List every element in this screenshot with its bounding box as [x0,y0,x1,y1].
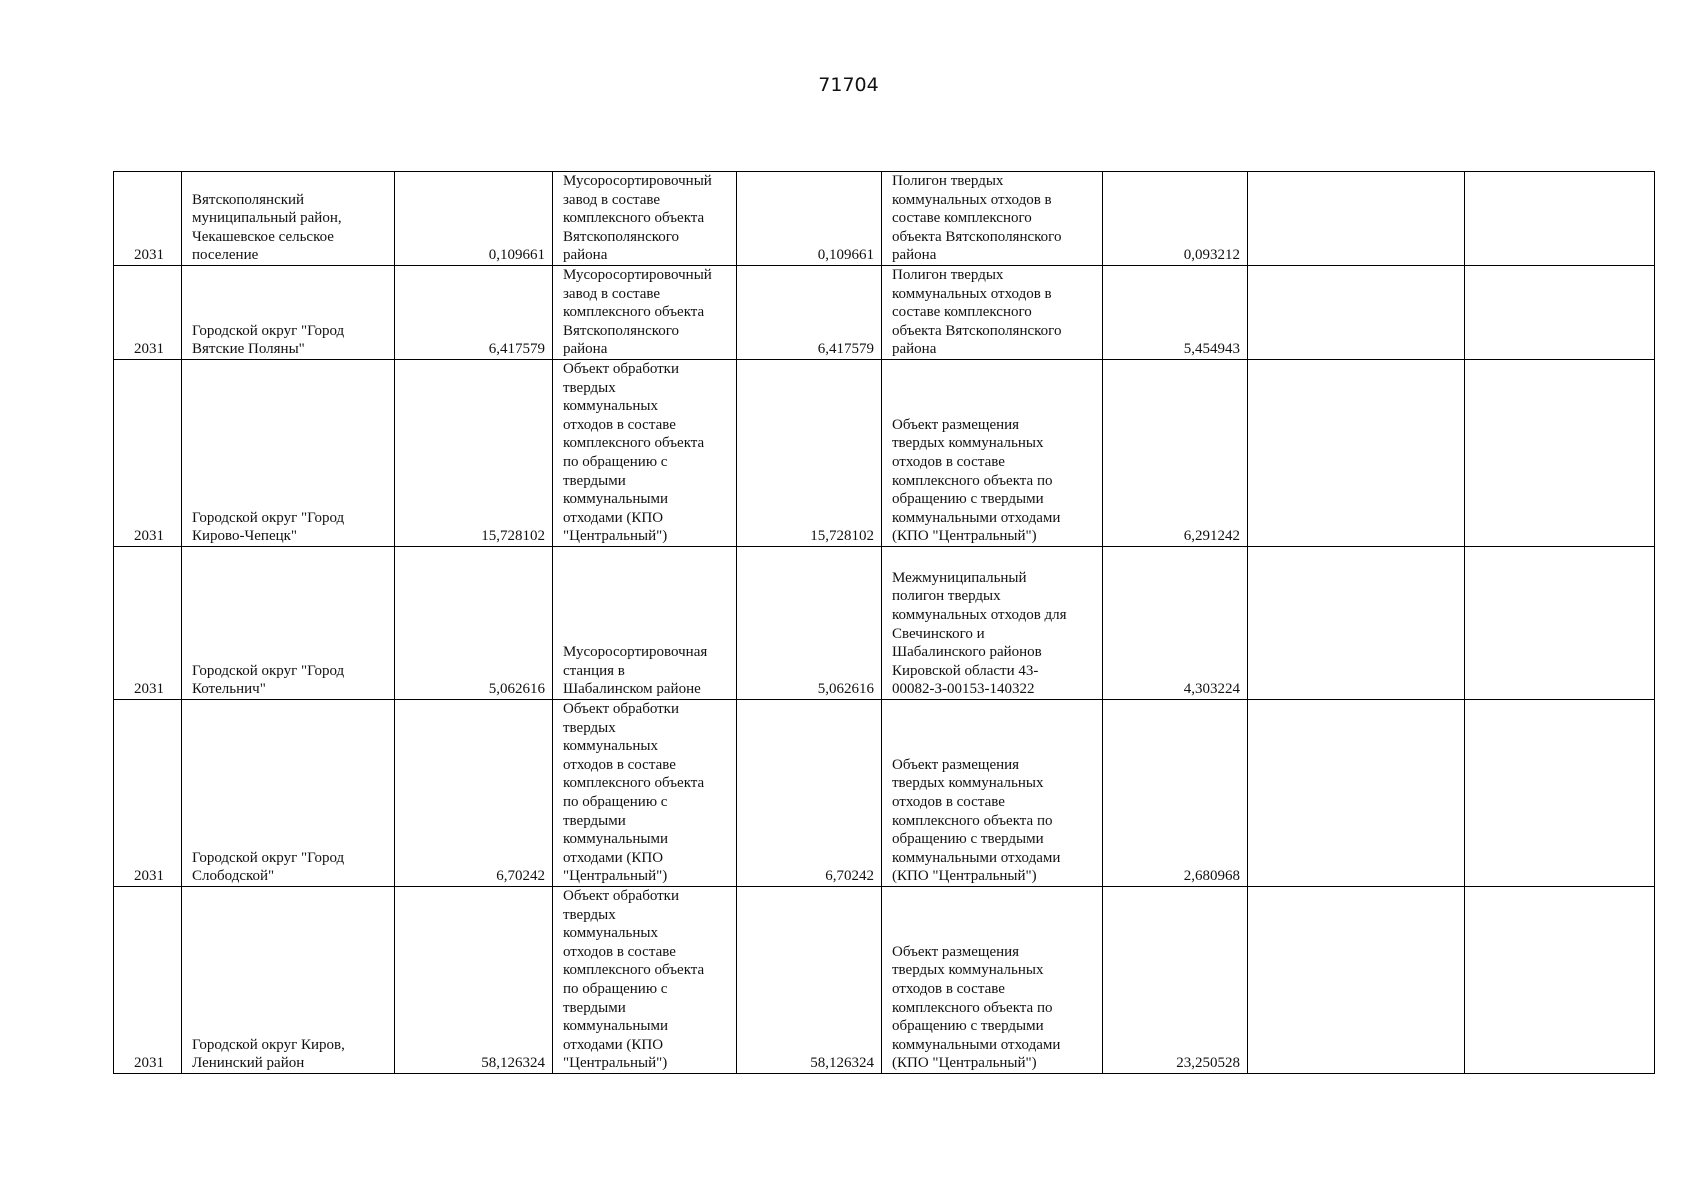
waste-flow-table [113,171,1655,1074]
disposal-volume-cell: 6,291242 [1103,360,1248,547]
municipality-cell: Городской округ "Город Котельнич" [182,547,395,700]
table-row [114,172,1655,266]
processing-facility-cell: Мусоросортировочный завод в составе комплексного объекта Вятскополянского района [553,172,737,266]
year-cell: 2031 [114,360,182,547]
municipality-cell: Городской округ "Город Кирово-Чепецк" [182,360,395,547]
year-cell: 2031 [114,172,182,266]
table-row [114,266,1655,360]
table-row [114,547,1655,700]
processing-volume-cell: 15,728102 [737,360,882,547]
year-cell: 2031 [114,547,182,700]
volume-cell: 58,126324 [395,887,553,1074]
volume-cell: 6,70242 [395,700,553,887]
disposal-volume-cell: 23,250528 [1103,887,1248,1074]
processing-facility-cell: Объект обработки твердых коммунальных отходов в составе комплексного объекта по обращению с твердыми коммунальными отходами (КПО "Центральный") [553,887,737,1074]
empty-cell [1248,547,1465,700]
processing-volume-cell: 5,062616 [737,547,882,700]
disposal-volume-cell: 2,680968 [1103,700,1248,887]
disposal-facility-cell: Межмуниципальный полигон твердых коммунальных отходов для Свечинского и Шабалинского районов Кировской области 43- 00082-З-00153-140322 [882,547,1103,700]
year-cell: 2031 [114,266,182,360]
table-row [114,700,1655,887]
processing-facility-cell: Объект обработки твердых коммунальных отходов в составе комплексного объекта по обращению с твердыми коммунальными отходами (КПО "Центральный") [553,360,737,547]
processing-volume-cell: 58,126324 [737,887,882,1074]
disposal-facility-cell: Объект размещения твердых коммунальных отходов в составе комплексного объекта по обращению с твердыми коммунальными отходами (КПО "Центральный") [882,700,1103,887]
volume-cell: 6,417579 [395,266,553,360]
processing-facility-cell: Мусоросортировочный завод в составе комплексного объекта Вятскополянского района [553,266,737,360]
disposal-volume-cell: 5,454943 [1103,266,1248,360]
municipality-cell: Городской округ Киров, Ленинский район [182,887,395,1074]
empty-cell [1465,700,1655,887]
empty-cell [1465,547,1655,700]
table-row [114,887,1655,1074]
table-body [114,172,1655,1074]
processing-volume-cell: 6,70242 [737,700,882,887]
page-number: 71704 [818,74,879,96]
volume-cell: 5,062616 [395,547,553,700]
disposal-volume-cell: 4,303224 [1103,547,1248,700]
municipality-cell: Городской округ "Город Вятские Поляны" [182,266,395,360]
volume-cell: 0,109661 [395,172,553,266]
disposal-volume-cell: 0,093212 [1103,172,1248,266]
processing-facility-cell: Мусоросортировочная станция в Шабалинском районе [553,547,737,700]
disposal-facility-cell: Полигон твердых коммунальных отходов в составе комплексного объекта Вятскополянского района [882,266,1103,360]
year-cell: 2031 [114,887,182,1074]
empty-cell [1465,360,1655,547]
empty-cell [1465,887,1655,1074]
empty-cell [1248,172,1465,266]
disposal-facility-cell: Полигон твердых коммунальных отходов в составе комплексного объекта Вятскополянского района [882,172,1103,266]
volume-cell: 15,728102 [395,360,553,547]
empty-cell [1465,172,1655,266]
processing-volume-cell: 6,417579 [737,266,882,360]
table-row [114,360,1655,547]
year-cell: 2031 [114,700,182,887]
municipality-cell: Городской округ "Город Слободской" [182,700,395,887]
municipality-cell: Вятскополянский муниципальный район, Чекашевское сельское поселение [182,172,395,266]
empty-cell [1248,700,1465,887]
empty-cell [1248,266,1465,360]
processing-facility-cell: Объект обработки твердых коммунальных отходов в составе комплексного объекта по обращению с твердыми коммунальными отходами (КПО "Центральный") [553,700,737,887]
processing-volume-cell: 0,109661 [737,172,882,266]
empty-cell [1248,887,1465,1074]
empty-cell [1465,266,1655,360]
empty-cell [1248,360,1465,547]
disposal-facility-cell: Объект размещения твердых коммунальных отходов в составе комплексного объекта по обращению с твердыми коммунальными отходами (КПО "Центральный") [882,360,1103,547]
disposal-facility-cell: Объект размещения твердых коммунальных отходов в составе комплексного объекта по обращению с твердыми коммунальными отходами (КПО "Центральный") [882,887,1103,1074]
